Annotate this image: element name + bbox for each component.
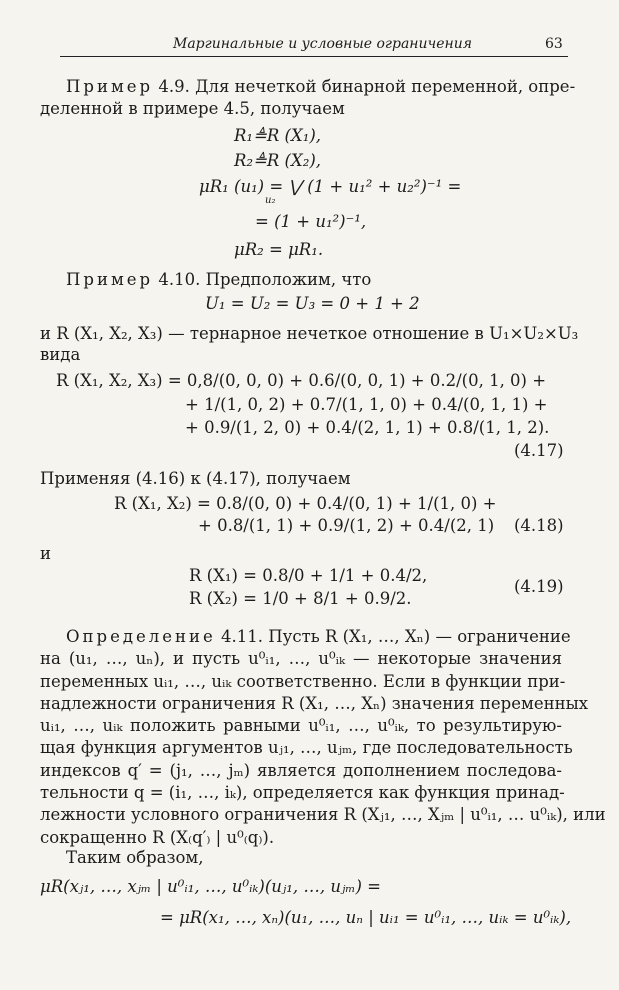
word-and: и xyxy=(40,544,51,563)
word-vida: вида xyxy=(40,345,81,364)
applying-text: Применяя (4.16) к (4.17), получаем xyxy=(40,469,351,488)
eq-4-18-line-1: R (X₁, X₂) = 0.8/(0, 0) + 0.4/(0, 1) + 1/(1, 0) + xyxy=(114,494,497,513)
eq-4-17-line-2: + 1/(1, 0, 2) + 0.7/(1, 1, 0) + 0.4/(0, 1, 1) + xyxy=(185,395,548,414)
sup-subscript-u2: u₂ xyxy=(265,195,276,206)
formula-mu-r1: μR₁ (u₁) = ⋁ (1 + u₁² + u₂²)⁻¹ = xyxy=(199,177,462,196)
example-lead: Пример xyxy=(66,77,154,96)
eq-4-19-line-2: R (X₂) = 1/0 + 8/1 + 0.9/2. xyxy=(189,589,412,608)
thus-text: Таким образом, xyxy=(66,848,204,867)
formula-r1: R₁≜R (X₁), xyxy=(234,126,322,145)
header-rule xyxy=(60,56,568,57)
eq-number-4-18: (4.18) xyxy=(514,516,564,535)
page-number: 63 xyxy=(545,36,563,52)
eq-4-19-line-1: R (X₁) = 0.8/0 + 1/1 + 0.4/2, xyxy=(189,566,428,585)
example-4-9-intro: Пример 4.9. Для нечеткой бинарной переменной, опре- деленной в примере 4.5, получаем xyxy=(40,77,576,119)
formula-mu-r1-result: = (1 + u₁²)⁻¹, xyxy=(255,212,367,231)
formula-universes: U₁ = U₂ = U₃ = 0 + 1 + 2 xyxy=(205,294,420,313)
ternary-relation-text: и R (X₁, X₂, X₃) — тернарное нечеткое отношение в U₁×U₂×U₃ xyxy=(40,324,579,343)
running-head: Маргинальные и условные ограничения xyxy=(173,36,473,52)
eq-4-18-line-2: + 0.8/(1, 1) + 0.9/(1, 2) + 0.4/(2, 1) xyxy=(198,516,495,535)
formula-conditional-2: = μR(x₁, …, xₙ)(u₁, …, uₙ | uᵢ₁ = u⁰ᵢ₁, …, uᵢₖ = u⁰ᵢₖ), xyxy=(160,908,572,927)
eq-4-17-line-1: R (X₁, X₂, X₃) = 0,8/(0, 0, 0) + 0.6/(0, 0, 1) + 0.2/(0, 1, 0) + xyxy=(56,371,547,390)
example-4-10-intro: Пример 4.10. Предположим, что xyxy=(66,270,372,289)
formula-r2: R₂≜R (X₂), xyxy=(234,151,322,170)
eq-number-4-17: (4.17) xyxy=(514,441,564,460)
eq-4-17-line-3: + 0.9/(1, 2, 0) + 0.4/(2, 1, 1) + 0.8/(1, 1, 2). xyxy=(185,418,550,437)
eq-number-4-19: (4.19) xyxy=(514,577,564,596)
formula-conditional-1: μR(xⱼ₁, …, xⱼₘ | u⁰ᵢ₁, …, u⁰ᵢₖ)(uⱼ₁, …, uⱼₘ) = xyxy=(40,877,381,896)
definition-4-11: Определение 4.11. Пусть R (X₁, …, Xₙ) — ограничение на (u₁, …, uₙ), и пусть u⁰ᵢ₁, …, u⁰ᵢₖ — некоторые значения переменных uᵢ₁, …, uᵢₖ соответственно. Если в функции при- надлежности ограничения R (X₁, …, Xₙ) значения переменных uᵢ₁, …, uᵢₖ положить равными u⁰ᵢ₁, …, u⁰ᵢₖ, то результирую- щая функция аргументов uⱼ₁, …, uⱼₘ, где последовательность индексов q′ = (j₁, …, jₘ) является дополнением последова- тельности q = (i₁, …, iₖ), определяется как функция принад- лежности условного ограничения R (Xⱼ₁, …, Xⱼₘ | u⁰ᵢ₁, … u⁰ᵢₖ), или сокращенно R (X₍q′₎ | u⁰₍q₎). xyxy=(40,627,606,847)
formula-mu-r2: μR₂ = μR₁. xyxy=(234,240,324,259)
